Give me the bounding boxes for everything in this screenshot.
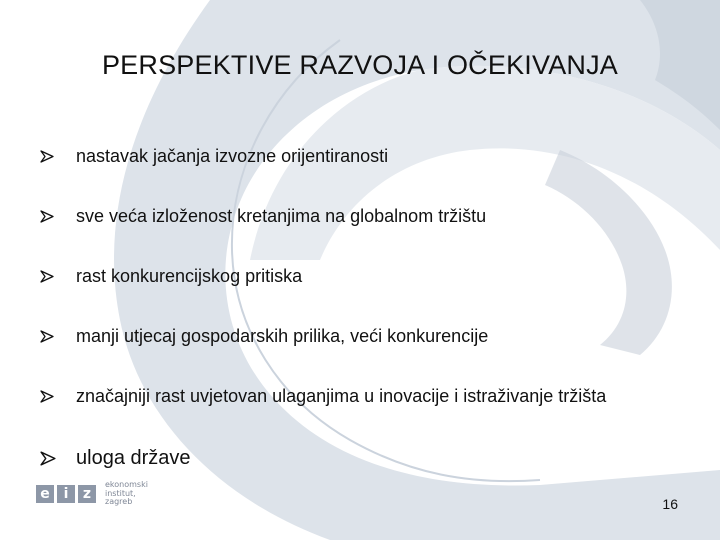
bullet-item bbox=[40, 266, 302, 287]
bullet-text: manji utjecaj gospodarskih prilika, veći konkurencije bbox=[76, 326, 489, 346]
logo-letter-z: z bbox=[78, 485, 96, 503]
bullet-item bbox=[40, 146, 388, 167]
arrowhead-bullet-icon bbox=[40, 390, 76, 403]
logo-letter-e: e bbox=[36, 485, 54, 503]
bullet-item bbox=[40, 326, 488, 347]
bullet-text: rast konkurencijskog pritiska bbox=[76, 266, 303, 286]
logo-line: zagreb bbox=[105, 497, 133, 506]
arrowhead-bullet-icon bbox=[40, 270, 76, 283]
logo-line: institut, bbox=[105, 488, 136, 498]
logo-line: ekonomski bbox=[105, 480, 148, 489]
page-number: 16 bbox=[662, 496, 678, 512]
bullet-item bbox=[40, 386, 606, 407]
bullet-item bbox=[40, 447, 191, 470]
bullet-text: uloga države bbox=[76, 447, 191, 469]
arrowhead-bullet-icon bbox=[40, 330, 76, 343]
arrowhead-bullet-icon bbox=[40, 210, 76, 223]
arrowhead-bullet-icon bbox=[40, 150, 76, 163]
bullet-text: značajniji rast uvjetovan ulaganjima u inovacije i istraživanje tržišta bbox=[76, 386, 607, 406]
bullet-text: nastavak jačanja izvozne orijentiranosti bbox=[76, 146, 389, 166]
slide-title: PERSPEKTIVE RAZVOJA I OČEKIVANJA bbox=[101, 50, 619, 80]
bullet-item bbox=[40, 206, 486, 227]
logo-letter-i: i bbox=[57, 485, 75, 503]
eiz-logo bbox=[36, 481, 148, 507]
logo-text bbox=[105, 481, 148, 507]
bullet-text: sve veća izloženost kretanjima na globalnom tržištu bbox=[76, 206, 487, 226]
arrowhead-bullet-icon bbox=[40, 451, 76, 466]
